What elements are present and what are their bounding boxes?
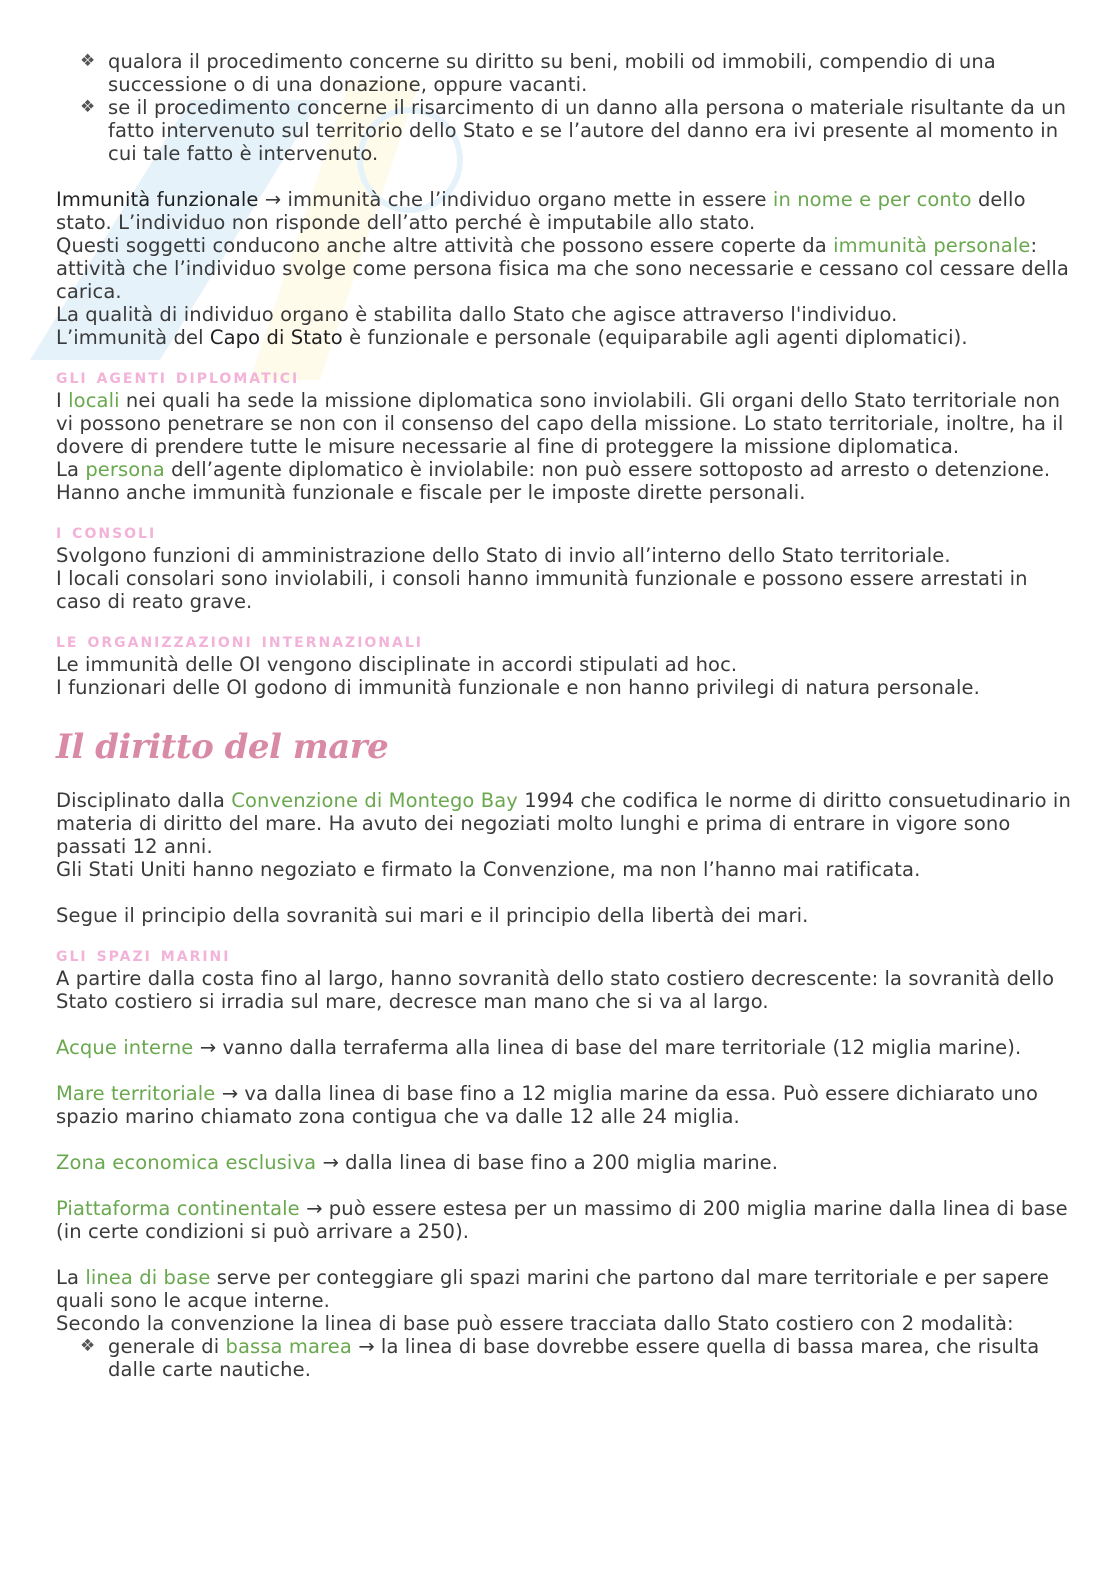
diamond-bullet-icon: ❖ <box>80 51 96 71</box>
definition-item: Acque interne → vanno dalla terraferma alla linea di base del mare territoriale (12 miglia marine). <box>56 1036 1022 1059</box>
bullet-item: ❖ generale di bassa marea → la linea di base dovrebbe essere quella di bassa marea, che risulta dalle carte nautiche. <box>80 1335 1040 1381</box>
paragraph: Disciplinato dalla Convenzione di Montego Bay 1994 che codifica le norme di diritto consuetudinario in materia di diritto del mare. Ha avuto dei negoziati molto lunghi e prima di entrare in vigore sono passati 12 anni. <box>56 789 1071 858</box>
definition-item: Mare territoriale → va dalla linea di base fino a 12 miglia marine da essa. Può essere dichiarato uno spazio marino chiamato zona contigua che va dalle 12 alle 24 miglia. <box>56 1082 1039 1128</box>
paragraph: A partire dalla costa fino al largo, hanno sovranità dello stato costiero decrescente: la sovranità dello Stato costiero si irradia sul mare, decresce man mano che si va al largo. <box>56 967 1055 1013</box>
paragraph: Le immunità delle OI vengono disciplinate in accordi stipulati ad hoc. <box>56 653 738 676</box>
document-page <box>56 50 1076 1381</box>
paragraph: La qualità di individuo organo è stabilita dallo Stato che agisce attraverso l'individuo. <box>56 303 898 326</box>
section-heading: gli spazi marini <box>56 942 231 966</box>
diamond-bullet-icon: ❖ <box>80 1336 96 1356</box>
paragraph: L’immunità del Capo di Stato è funzionale e personale (equiparabile agli agenti diplomatici). <box>56 326 968 349</box>
section-heading: i consoli <box>56 519 157 543</box>
paragraph: Gli Stati Uniti hanno negoziato e firmato la Convenzione, ma non l’hanno mai ratificata. <box>56 858 921 881</box>
bullet-item: ❖ se il procedimento concerne il risarcimento di un danno alla persona o materiale risultante da un fatto intervenuto sul territorio dello Stato e se l’autore del danno era ivi presente al momento in cui tale fatto è intervenuto. <box>80 96 1067 165</box>
definition-item: Piattaforma continentale → può essere estesa per un massimo di 200 miglia marine dalla linea di base (in certe condizioni si può arrivare a 250). <box>56 1197 1068 1243</box>
diamond-bullet-icon: ❖ <box>80 97 96 117</box>
paragraph: La persona dell’agente diplomatico è inviolabile: non può essere sottoposto ad arresto o detenzione. Hanno anche immunità funzionale e fiscale per le imposte dirette personali. <box>56 458 1051 504</box>
paragraph-immunita-funzionale: Immunità funzionale → immunità che l’individuo organo mette in essere in nome e per conto dello stato. L’individuo non risponde dell’atto perché è imputabile allo stato. <box>56 188 1026 234</box>
bullet-item: ❖ qualora il procedimento concerne su diritto su beni, mobili od immobili, compendio di una successione o di una donazione, oppure vacanti. <box>80 50 996 96</box>
paragraph: I locali consolari sono inviolabili, i consoli hanno immunità funzionale e possono essere arrestati in caso di reato grave. <box>56 567 1028 613</box>
section-heading: le organizzazioni internazionali <box>56 628 423 652</box>
paragraph: I locali nei quali ha sede la missione diplomatica sono inviolabili. Gli organi dello Stato territoriale non vi possono penetrare se non con il consenso del capo della missione. Lo stato territoriale, inoltre, ha il dovere di prendere tutte le misure necessarie al fine di proteggere la missione diplomatica. <box>56 389 1064 458</box>
paragraph: Svolgono funzioni di amministrazione dello Stato di invio all’interno dello Stato territoriale. <box>56 544 951 567</box>
paragraph: Questi soggetti conducono anche altre attività che possono essere coperte da immunità personale: attività che l’individuo svolge come persona fisica ma che sono necessarie e cessano col cessare della carica. <box>56 234 1069 303</box>
chapter-title: Il diritto del mare <box>56 727 389 767</box>
section-heading: gli agenti diplomatici <box>56 364 300 388</box>
paragraph: La linea di base serve per conteggiare gli spazi marini che partono dal mare territoriale e per sapere quali sono le acque interne. <box>56 1266 1049 1312</box>
definition-item: Zona economica esclusiva → dalla linea di base fino a 200 miglia marine. <box>56 1151 779 1174</box>
paragraph: Secondo la convenzione la linea di base può essere tracciata dallo Stato costiero con 2 modalità: <box>56 1312 1014 1335</box>
paragraph: I funzionari delle OI godono di immunità funzionale e non hanno privilegi di natura personale. <box>56 676 980 699</box>
paragraph: Segue il principio della sovranità sui mari e il principio della libertà dei mari. <box>56 904 809 927</box>
